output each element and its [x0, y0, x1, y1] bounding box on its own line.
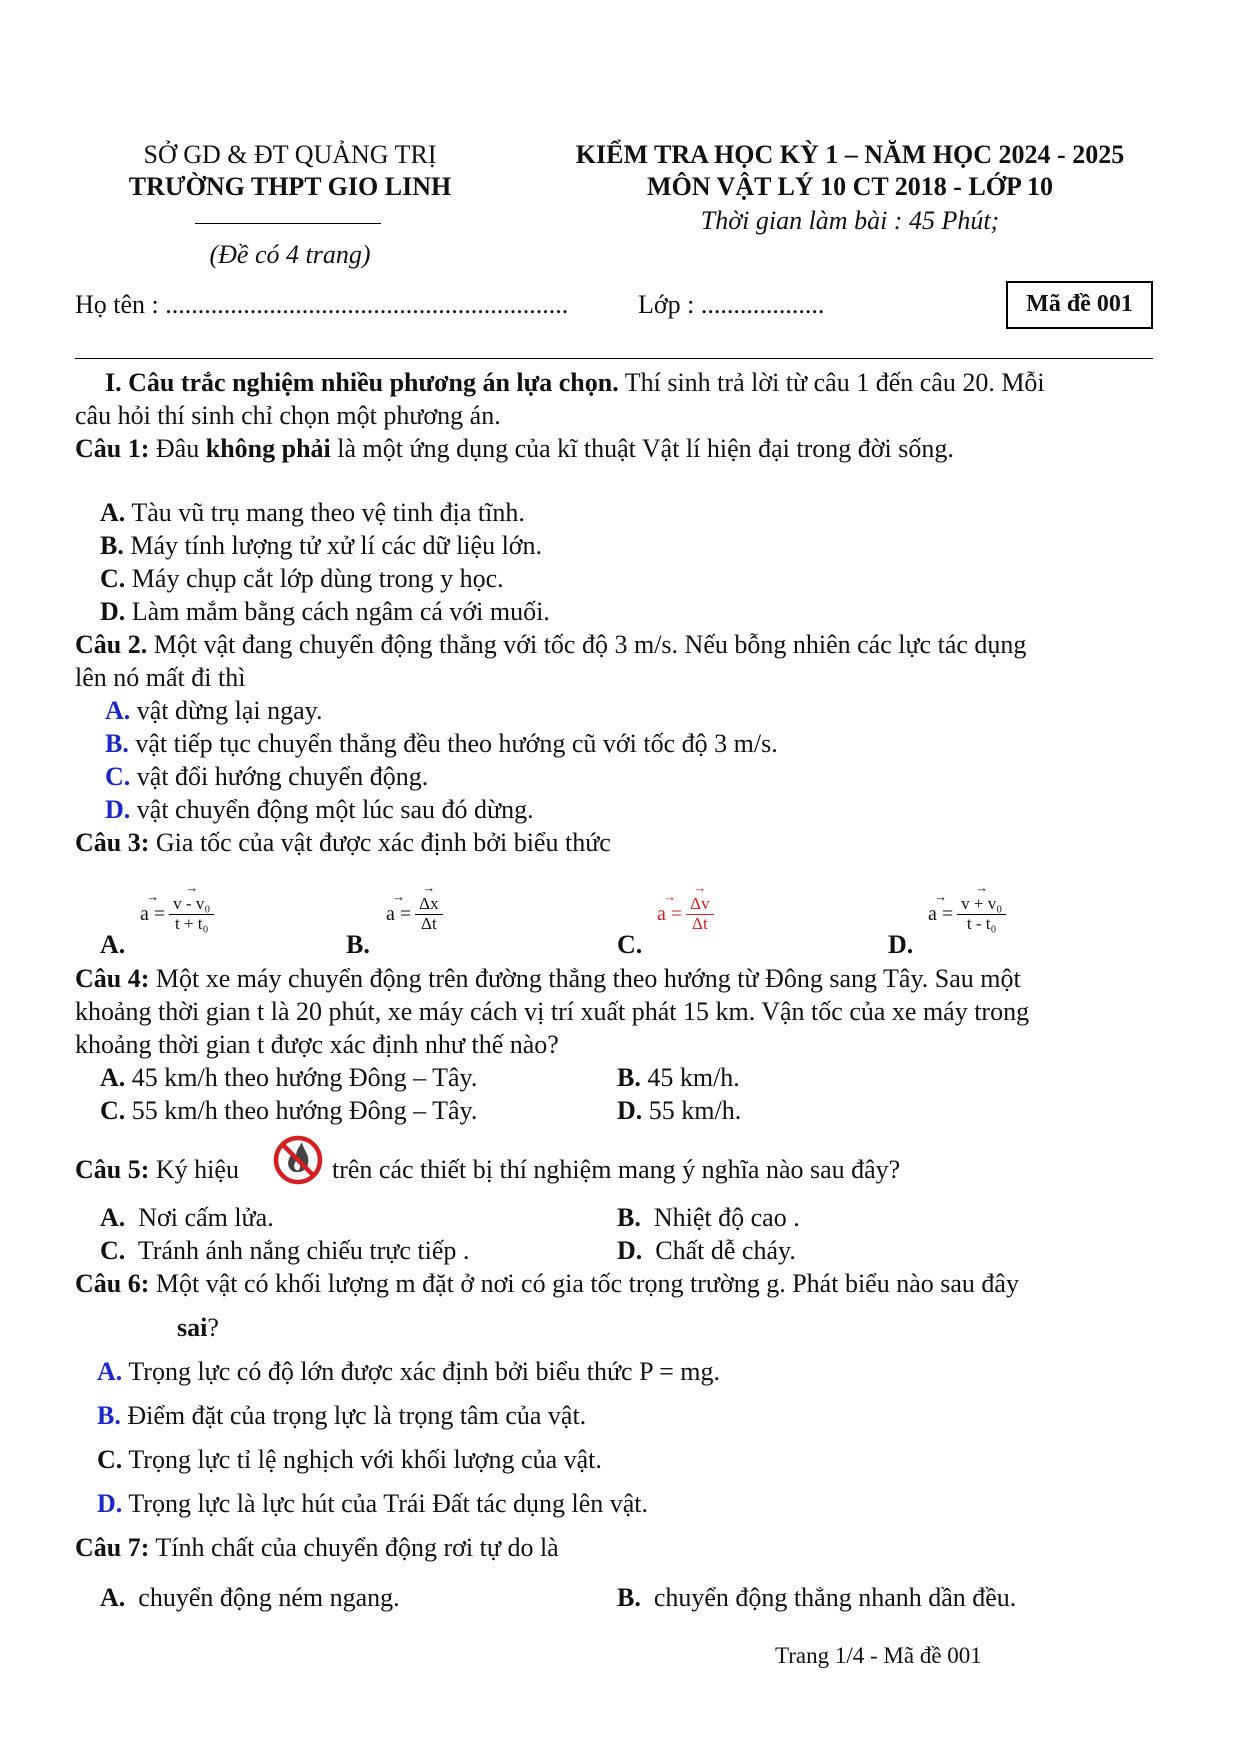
q1-option-d: D. Làm mắm bằng cách ngâm cá với muối.	[100, 597, 550, 626]
exam-code-box: Mã đề 001	[1006, 281, 1153, 329]
no-open-flame-icon	[272, 1134, 324, 1186]
q6-text2: sai?	[177, 1313, 219, 1342]
name-field: Họ tên : ..............................................................	[75, 290, 569, 319]
q6-option-a: A. Trọng lực có độ lớn được xác định bởi biểu thức P = mg.	[97, 1357, 720, 1386]
q4-text2: khoảng thời gian t là 20 phút, xe máy cách vị trí xuất phát 15 km. Vận tốc của xe máy trong	[75, 997, 1030, 1026]
q6-option-b: B. Điểm đặt của trọng lực là trọng tâm của vật.	[97, 1401, 587, 1430]
q5-option-a: A. Nơi cấm lửa.	[100, 1203, 274, 1232]
exam-title: KIỂM TRA HỌC KỲ 1 – NĂM HỌC 2024 - 2025	[575, 140, 1125, 169]
class-field: Lớp : ...................	[638, 290, 825, 319]
section-intro: Thí sinh trả lời từ câu 1 đến câu 20. Mỗi	[618, 368, 1045, 397]
exam-time: Thời gian làm bài : 45 Phút;	[700, 206, 1000, 235]
question-4	[75, 964, 1021, 994]
q5-label: Câu 5:	[75, 1155, 150, 1184]
section-title: I. Câu trắc nghiệm nhiều phương án lựa chọn.	[105, 368, 619, 397]
q7-text: Tính chất của chuyển động rơi tự do là	[149, 1533, 559, 1562]
q2-label: Câu 2.	[75, 630, 148, 659]
q1-option-a: A. Tàu vũ trụ mang theo vệ tinh địa tĩnh.	[100, 498, 525, 527]
q3-option-c-letter: C.	[617, 930, 643, 959]
q5-post: trên các thiết bị thí nghiệm mang ý nghĩa nào sau đây?	[332, 1155, 901, 1184]
question-6	[75, 1269, 1019, 1299]
q5-option-c: C. Tránh ánh nắng chiếu trực tiếp .	[100, 1236, 470, 1265]
q4-text3: khoảng thời gian t được xác định như thế nào?	[75, 1030, 559, 1059]
q3-option-b-letter: B.	[346, 930, 370, 959]
q6-option-c: C. Trọng lực tỉ lệ nghịch với khối lượng của vật.	[97, 1445, 602, 1474]
q2-text1: Một vật đang chuyển động thẳng với tốc độ 3 m/s. Nếu bỗng nhiên các lực tác dụng	[147, 630, 1027, 659]
q1-label: Câu 1:	[75, 434, 150, 463]
q5-option-b: B. Nhiệt độ cao .	[617, 1203, 800, 1232]
section-intro-line2: câu hỏi thí sinh chỉ chọn một phương án.	[75, 401, 501, 430]
q2-option-d: D. vật chuyển động một lúc sau đó dừng.	[105, 795, 534, 824]
q4-option-d: D. 55 km/h.	[617, 1096, 742, 1125]
q4-text1: Một xe máy chuyển động trên đường thẳng theo hướng từ Đông sang Tây. Sau một	[149, 964, 1021, 993]
q1-bold: không phải	[205, 434, 331, 463]
department: SỞ GD & ĐT QUẢNG TRỊ	[143, 140, 437, 169]
question-2	[75, 630, 1026, 660]
q3-option-a-letter: A.	[100, 930, 126, 959]
q4-option-c: C. 55 km/h theo hướng Đông – Tây.	[100, 1096, 478, 1125]
page-footer: Trang 1/4 - Mã đề 001	[775, 1643, 982, 1668]
question-1	[75, 434, 954, 464]
q7-label: Câu 7:	[75, 1533, 150, 1562]
q2-text2: lên nó mất đi thì	[75, 663, 246, 692]
subject-title: MÔN VẬT LÝ 10 CT 2018 - LỚP 10	[647, 172, 1053, 201]
q3-formula-b: → a = → $\frac{\Delta x}{\Delta t}$	[386, 895, 443, 933]
q6-text1: Một vật có khối lượng m đặt ở nơi có gia tốc trọng trường g. Phát biểu nào sau đây	[149, 1269, 1019, 1298]
q4-label: Câu 4:	[75, 964, 150, 993]
header-divider	[195, 223, 381, 224]
header-rule	[75, 358, 1153, 359]
q3-formula-d: → a = → $\frac{\text{v + v₀}}{\text{t - t₀}}$	[928, 895, 1006, 933]
q3-formula-a: → a = → $\frac{\text{v - v₀}}{\text{t + t₀}}$	[140, 895, 214, 933]
q7-option-a: A. chuyển động ném ngang.	[100, 1583, 400, 1612]
q2-option-a: A. vật dừng lại ngay.	[105, 696, 323, 725]
section-heading	[105, 368, 1045, 398]
q5-option-d: D. Chất dễ cháy.	[617, 1236, 796, 1265]
q6-label: Câu 6:	[75, 1269, 150, 1298]
q1-post: là một ứng dụng của kĩ thuật Vật lí hiện đại trong đời sống.	[330, 434, 954, 463]
q7-option-b: B. chuyển động thẳng nhanh dần đều.	[617, 1583, 1017, 1612]
pages-note: (Đề có 4 trang)	[209, 240, 371, 269]
q2-option-c: C. vật đổi hướng chuyển động.	[105, 762, 429, 791]
q3-text: Gia tốc của vật được xác định bởi biểu thức	[149, 828, 611, 857]
school-name: TRƯỜNG THPT GIO LINH	[128, 172, 452, 201]
q1-pre: Đâu	[149, 434, 206, 463]
q3-label: Câu 3:	[75, 828, 150, 857]
q1-option-b: B. Máy tính lượng tử xử lí các dữ liệu lớn.	[100, 531, 543, 560]
question-5-pre	[75, 1155, 239, 1185]
q1-option-c: C. Máy chụp cắt lớp dùng trong y học.	[100, 564, 504, 593]
q4-option-b: B. 45 km/h.	[617, 1063, 740, 1092]
q5-pre: Ký hiệu	[149, 1155, 239, 1184]
question-7	[75, 1533, 559, 1563]
q2-option-b: B. vật tiếp tục chuyển thẳng đều theo hướng cũ với tốc độ 3 m/s.	[105, 729, 778, 758]
question-3	[75, 828, 611, 858]
q4-option-a: A. 45 km/h theo hướng Đông – Tây.	[100, 1063, 478, 1092]
q3-formula-c: → a = → $\frac{\Delta v}{\Delta t}$	[657, 895, 714, 933]
q6-option-d: D. Trọng lực là lực hút của Trái Đất tác dụng lên vật.	[97, 1489, 649, 1518]
q3-option-d-letter: D.	[888, 930, 914, 959]
